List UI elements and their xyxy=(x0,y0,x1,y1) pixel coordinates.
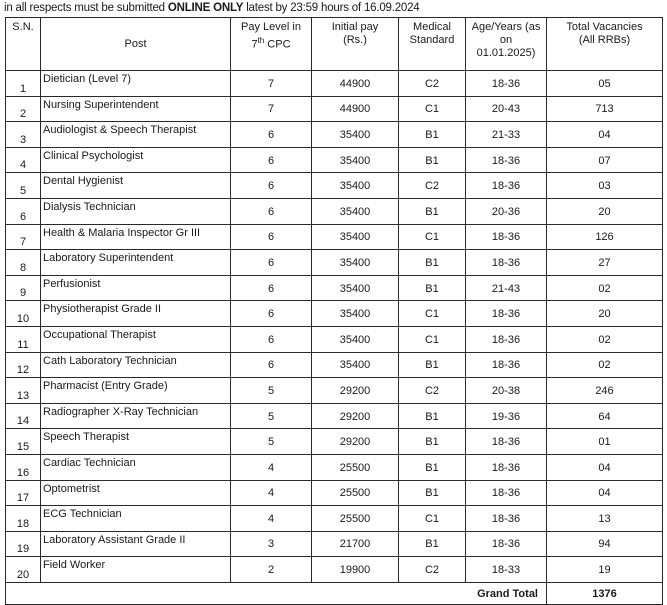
row-sn: 15 xyxy=(6,429,41,455)
row-post: Laboratory Assistant Grade II xyxy=(41,531,231,557)
row-pay-level: 4 xyxy=(231,454,312,480)
row-pay-level: 5 xyxy=(231,429,312,455)
row-age: 19-36 xyxy=(466,403,547,429)
row-initial-pay: 44900 xyxy=(312,96,399,122)
row-age: 18-36 xyxy=(466,531,547,557)
row-age: 18-36 xyxy=(466,506,547,532)
row-vacancies: 246 xyxy=(547,378,663,404)
header-row xyxy=(6,18,663,71)
table-row xyxy=(6,531,663,557)
row-age: 18-36 xyxy=(466,454,547,480)
row-initial-pay: 29200 xyxy=(312,403,399,429)
row-age: 18-36 xyxy=(466,224,547,250)
grand-total-label: Grand Total xyxy=(6,582,547,604)
row-post: Dialysis Technician xyxy=(41,198,231,224)
row-sn: 8 xyxy=(6,250,41,276)
row-vacancies: 04 xyxy=(547,480,663,506)
row-age: 18-36 xyxy=(466,480,547,506)
row-vacancies: 713 xyxy=(547,96,663,122)
row-initial-pay: 21700 xyxy=(312,531,399,557)
row-post: Radiographer X-Ray Technician xyxy=(41,403,231,429)
row-initial-pay: 35400 xyxy=(312,250,399,276)
row-sn: 2 xyxy=(6,96,41,122)
row-age: 18-36 xyxy=(466,429,547,455)
row-pay-level: 6 xyxy=(231,301,312,327)
row-post: Laboratory Superintendent xyxy=(41,250,231,276)
row-vacancies: 94 xyxy=(547,531,663,557)
table-row xyxy=(6,250,663,276)
row-medical-standard: B1 xyxy=(399,454,466,480)
row-age: 18-36 xyxy=(466,173,547,199)
row-initial-pay: 35400 xyxy=(312,122,399,148)
table-row xyxy=(6,301,663,327)
row-vacancies: 19 xyxy=(547,557,663,583)
row-sn: 10 xyxy=(6,301,41,327)
row-medical-standard: C1 xyxy=(399,506,466,532)
table-row xyxy=(6,557,663,583)
row-medical-standard: C2 xyxy=(399,378,466,404)
row-pay-level: 4 xyxy=(231,480,312,506)
table-row xyxy=(6,506,663,532)
row-post: Perfusionist xyxy=(41,275,231,301)
intro-bold: ONLINE ONLY xyxy=(167,2,244,14)
header-vacancies: Total Vacancies (All RRBs) xyxy=(547,18,663,71)
table-row xyxy=(6,275,663,301)
row-initial-pay: 35400 xyxy=(312,224,399,250)
row-vacancies: 05 xyxy=(547,71,663,97)
row-vacancies: 01 xyxy=(547,429,663,455)
row-pay-level: 6 xyxy=(231,326,312,352)
row-sn: 16 xyxy=(6,454,41,480)
row-sn: 20 xyxy=(6,557,41,583)
table-row xyxy=(6,378,663,404)
row-medical-standard: B1 xyxy=(399,480,466,506)
row-post: Dental Hygienist xyxy=(41,173,231,199)
row-initial-pay: 35400 xyxy=(312,326,399,352)
row-initial-pay: 35400 xyxy=(312,198,399,224)
row-vacancies: 04 xyxy=(547,454,663,480)
row-sn: 12 xyxy=(6,352,41,378)
row-age: 21-43 xyxy=(466,275,547,301)
row-post: ECG Technician xyxy=(41,506,231,532)
row-initial-pay: 35400 xyxy=(312,173,399,199)
row-post: Occupational Therapist xyxy=(41,326,231,352)
row-age: 18-36 xyxy=(466,326,547,352)
row-post: Clinical Psychologist xyxy=(41,147,231,173)
row-vacancies: 20 xyxy=(547,198,663,224)
header-age: Age/Years (as on 01.01.2025) xyxy=(466,18,547,71)
row-medical-standard: B1 xyxy=(399,250,466,276)
row-initial-pay: 35400 xyxy=(312,147,399,173)
row-pay-level: 6 xyxy=(231,352,312,378)
row-age: 20-43 xyxy=(466,96,547,122)
row-age: 20-36 xyxy=(466,198,547,224)
row-vacancies: 03 xyxy=(547,173,663,199)
row-post: Speech Therapist xyxy=(41,429,231,455)
intro-suffix: latest by 23:59 hours of 16.09.2024 xyxy=(243,2,420,14)
row-pay-level: 6 xyxy=(231,224,312,250)
row-initial-pay: 29200 xyxy=(312,378,399,404)
row-medical-standard: B1 xyxy=(399,147,466,173)
row-medical-standard: C2 xyxy=(399,173,466,199)
row-medical-standard: B1 xyxy=(399,198,466,224)
header-pay-level: Pay Level in 7th CPC xyxy=(231,18,312,71)
row-age: 18-36 xyxy=(466,147,547,173)
row-sn: 11 xyxy=(6,326,41,352)
header-sn: S.N. xyxy=(6,18,41,71)
table-row xyxy=(6,480,663,506)
row-sn: 4 xyxy=(6,147,41,173)
row-pay-level: 3 xyxy=(231,531,312,557)
row-medical-standard: B1 xyxy=(399,403,466,429)
row-vacancies: 02 xyxy=(547,352,663,378)
table-row xyxy=(6,96,663,122)
row-vacancies: 02 xyxy=(547,275,663,301)
row-medical-standard: C2 xyxy=(399,557,466,583)
row-post: Optometrist xyxy=(41,480,231,506)
table-row xyxy=(6,429,663,455)
row-age: 20-38 xyxy=(466,378,547,404)
row-pay-level: 6 xyxy=(231,275,312,301)
row-medical-standard: B1 xyxy=(399,429,466,455)
table-row xyxy=(6,326,663,352)
row-medical-standard: C1 xyxy=(399,96,466,122)
row-initial-pay: 35400 xyxy=(312,352,399,378)
table-row xyxy=(6,147,663,173)
row-initial-pay: 29200 xyxy=(312,429,399,455)
row-post: Audiologist & Speech Therapist xyxy=(41,122,231,148)
row-sn: 13 xyxy=(6,378,41,404)
row-post: Dietician (Level 7) xyxy=(41,71,231,97)
row-sn: 18 xyxy=(6,506,41,532)
row-post: Cath Laboratory Technician xyxy=(41,352,231,378)
table-row xyxy=(6,198,663,224)
row-age: 18-36 xyxy=(466,250,547,276)
row-pay-level: 6 xyxy=(231,122,312,148)
row-vacancies: 07 xyxy=(547,147,663,173)
row-pay-level: 6 xyxy=(231,198,312,224)
row-pay-level: 7 xyxy=(231,71,312,97)
row-vacancies: 64 xyxy=(547,403,663,429)
row-pay-level: 5 xyxy=(231,403,312,429)
row-pay-level: 5 xyxy=(231,378,312,404)
row-sn: 1 xyxy=(6,71,41,97)
row-age: 18-33 xyxy=(466,557,547,583)
table-row xyxy=(6,403,663,429)
row-sn: 7 xyxy=(6,224,41,250)
row-medical-standard: B1 xyxy=(399,275,466,301)
row-medical-standard: C1 xyxy=(399,301,466,327)
row-medical-standard: C1 xyxy=(399,224,466,250)
row-initial-pay: 44900 xyxy=(312,71,399,97)
row-post: Pharmacist (Entry Grade) xyxy=(41,378,231,404)
grand-total-row xyxy=(6,582,663,604)
row-sn: 9 xyxy=(6,275,41,301)
header-medical: Medical Standard xyxy=(399,18,466,71)
row-medical-standard: B1 xyxy=(399,122,466,148)
row-post: Health & Malaria Inspector Gr III xyxy=(41,224,231,250)
table-row xyxy=(6,224,663,250)
table-row xyxy=(6,71,663,97)
row-age: 18-36 xyxy=(466,352,547,378)
row-pay-level: 4 xyxy=(231,506,312,532)
intro-prefix: in all respects must be submitted xyxy=(4,2,168,14)
intro-text xyxy=(4,1,420,15)
table-row xyxy=(6,173,663,199)
row-initial-pay: 25500 xyxy=(312,480,399,506)
table-row xyxy=(6,352,663,378)
header-initial-pay: Initial pay (Rs.) xyxy=(312,18,399,71)
row-post: Physiotherapist Grade II xyxy=(41,301,231,327)
row-initial-pay: 25500 xyxy=(312,454,399,480)
row-pay-level: 2 xyxy=(231,557,312,583)
row-initial-pay: 25500 xyxy=(312,506,399,532)
row-sn: 19 xyxy=(6,531,41,557)
header-post: Post xyxy=(41,18,231,71)
grand-total-value: 1376 xyxy=(547,582,663,604)
row-initial-pay: 35400 xyxy=(312,301,399,327)
row-vacancies: 20 xyxy=(547,301,663,327)
row-post: Nursing Superintendent xyxy=(41,96,231,122)
vacancy-table xyxy=(5,17,663,605)
row-age: 18-36 xyxy=(466,71,547,97)
row-post: Cardiac Technician xyxy=(41,454,231,480)
table-row xyxy=(6,454,663,480)
row-vacancies: 13 xyxy=(547,506,663,532)
row-age: 21-33 xyxy=(466,122,547,148)
row-medical-standard: B1 xyxy=(399,352,466,378)
row-vacancies: 02 xyxy=(547,326,663,352)
row-pay-level: 6 xyxy=(231,147,312,173)
table-row xyxy=(6,122,663,148)
row-vacancies: 27 xyxy=(547,250,663,276)
row-vacancies: 04 xyxy=(547,122,663,148)
row-medical-standard: C2 xyxy=(399,71,466,97)
row-medical-standard: B1 xyxy=(399,531,466,557)
row-vacancies: 126 xyxy=(547,224,663,250)
row-sn: 6 xyxy=(6,198,41,224)
row-pay-level: 6 xyxy=(231,250,312,276)
row-medical-standard: C1 xyxy=(399,326,466,352)
row-initial-pay: 19900 xyxy=(312,557,399,583)
row-sn: 17 xyxy=(6,480,41,506)
row-pay-level: 7 xyxy=(231,96,312,122)
row-initial-pay: 35400 xyxy=(312,275,399,301)
row-sn: 5 xyxy=(6,173,41,199)
row-age: 18-36 xyxy=(466,301,547,327)
row-sn: 3 xyxy=(6,122,41,148)
row-pay-level: 6 xyxy=(231,173,312,199)
row-sn: 14 xyxy=(6,403,41,429)
row-post: Field Worker xyxy=(41,557,231,583)
